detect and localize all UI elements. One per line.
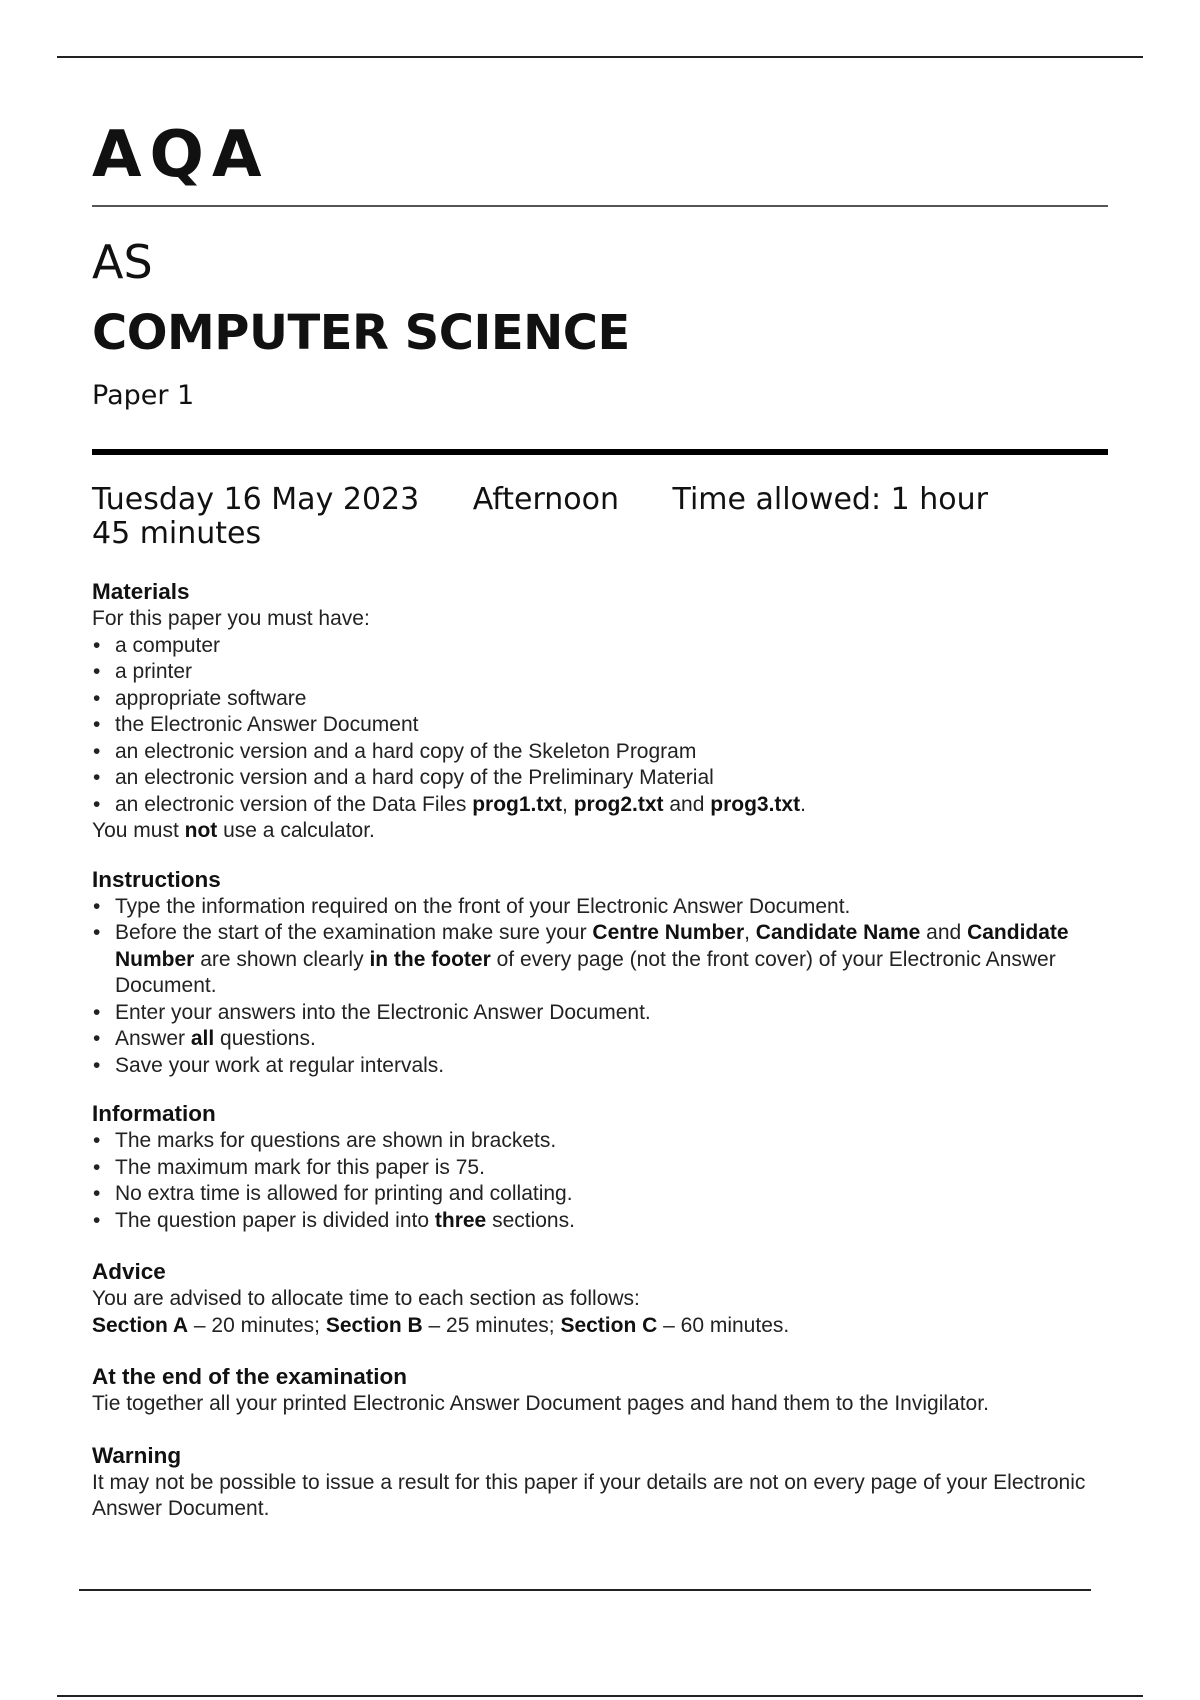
warning-section	[92, 1442, 1108, 1523]
instructions-body	[92, 578, 1108, 1523]
list-item: • Save your work at regular intervals.	[92, 1053, 1108, 1080]
text-fragment: The question paper is divided into	[115, 1208, 435, 1232]
exam-session: Afternoon	[472, 482, 619, 517]
emphasis: all	[190, 1027, 215, 1050]
list-item: • Enter your answers into the Electronic Answer Document.	[92, 1000, 1108, 1027]
text-fragment: ,	[744, 921, 756, 944]
data-file-name: prog2.txt	[573, 792, 664, 816]
separator: and	[663, 792, 711, 816]
list-item: • Type the information required on the front of your Electronic Answer Document.	[92, 894, 1108, 921]
emphasis: not	[184, 819, 218, 842]
section-b-time: – 25 minutes;	[422, 1313, 561, 1337]
list-item: • a printer	[92, 659, 1108, 686]
bottom-rule	[57, 1695, 1143, 1697]
top-rule	[57, 56, 1143, 58]
text-fragment: of every page (not the front cover) of your Electronic Answer Document.	[115, 947, 1056, 997]
list-item: • The marks for questions are shown in brackets.	[92, 1128, 1108, 1155]
advice-section	[92, 1258, 1108, 1339]
end-of-exam-section	[92, 1363, 1108, 1418]
emphasis: three	[434, 1208, 487, 1232]
instructions-section	[92, 866, 1108, 1080]
separator: ,	[562, 792, 574, 816]
warning-text: It may not be possible to issue a result for this paper if your details are not on every page of your Electronic Answer Document.	[92, 1470, 1086, 1520]
section-a-time: – 20 minutes;	[188, 1313, 326, 1337]
section-c-time: – 60 minutes.	[657, 1313, 790, 1337]
qualification-level: AS	[92, 235, 153, 289]
data-files-prefix: an electronic version of the Data Files	[115, 792, 473, 816]
list-item-data-files	[92, 792, 1108, 819]
emphasis: in the footer	[369, 947, 491, 971]
instructions-heading: Instructions	[92, 866, 221, 892]
logo-divider	[92, 205, 1108, 207]
section-b-label: Section B	[325, 1313, 423, 1337]
advice-intro: You are advised to allocate time to each section as follows:	[92, 1287, 640, 1310]
aqa-logo: AQA	[92, 118, 270, 192]
data-file-name: prog1.txt	[472, 792, 563, 816]
text-fragment: Answer	[115, 1027, 191, 1050]
materials-heading: Materials	[92, 579, 190, 604]
list-item	[92, 1026, 1108, 1053]
list-item: • The maximum mark for this paper is 75.	[92, 1155, 1108, 1182]
section-c-label: Section C	[560, 1313, 658, 1337]
text-fragment: and	[920, 921, 968, 944]
instructions-list	[92, 894, 1108, 1080]
list-item: • an electronic version and a hard copy of the Preliminary Material	[92, 765, 1108, 792]
text-fragment: You must	[92, 819, 185, 842]
calculator-note	[92, 818, 1108, 845]
footer-rule	[79, 1589, 1091, 1591]
data-file-name: prog3.txt	[710, 792, 801, 816]
subject-title: COMPUTER SCIENCE	[92, 305, 630, 361]
exam-date: Tuesday 16 May 2023	[92, 482, 420, 517]
list-item: • the Electronic Answer Document	[92, 712, 1108, 739]
text-fragment: are shown clearly	[194, 947, 370, 971]
text-fragment: Before the start of the examination make sure your	[115, 921, 593, 944]
list-item: • a computer	[92, 633, 1108, 660]
list-item: • appropriate software	[92, 686, 1108, 713]
end-of-exam-text: Tie together all your printed Electronic Answer Document pages and hand them to the Invigilator.	[92, 1392, 989, 1415]
time-allowed: Time allowed: 1 hour 45 minutes	[92, 482, 988, 551]
end-of-exam-heading: At the end of the examination	[92, 1364, 408, 1389]
list-item	[92, 920, 1108, 1000]
list-item: • No extra time is allowed for printing and collating.	[92, 1181, 1108, 1208]
terminator: .	[800, 792, 806, 816]
header-thick-divider	[92, 449, 1108, 455]
text-fragment: sections.	[486, 1208, 575, 1232]
emphasis: Candidate Number	[115, 921, 1069, 971]
list-item	[92, 1208, 1108, 1235]
list-item: • an electronic version and a hard copy of the Skeleton Program	[92, 739, 1108, 766]
section-a-label: Section A	[92, 1313, 189, 1337]
text-fragment: use a calculator.	[217, 819, 375, 842]
information-heading: Information	[92, 1101, 216, 1126]
exam-details	[92, 483, 1032, 551]
emphasis: Centre Number	[592, 921, 745, 944]
text-fragment: questions.	[214, 1027, 316, 1050]
materials-intro: For this paper you must have:	[92, 607, 370, 630]
emphasis: Candidate Name	[755, 921, 921, 944]
materials-list	[92, 633, 1108, 819]
paper-number: Paper 1	[92, 380, 195, 411]
warning-heading: Warning	[92, 1442, 182, 1468]
section-timings	[92, 1313, 1108, 1340]
advice-heading: Advice	[92, 1259, 166, 1284]
information-section	[92, 1100, 1108, 1234]
information-list	[92, 1128, 1108, 1234]
materials-section	[92, 578, 1108, 845]
